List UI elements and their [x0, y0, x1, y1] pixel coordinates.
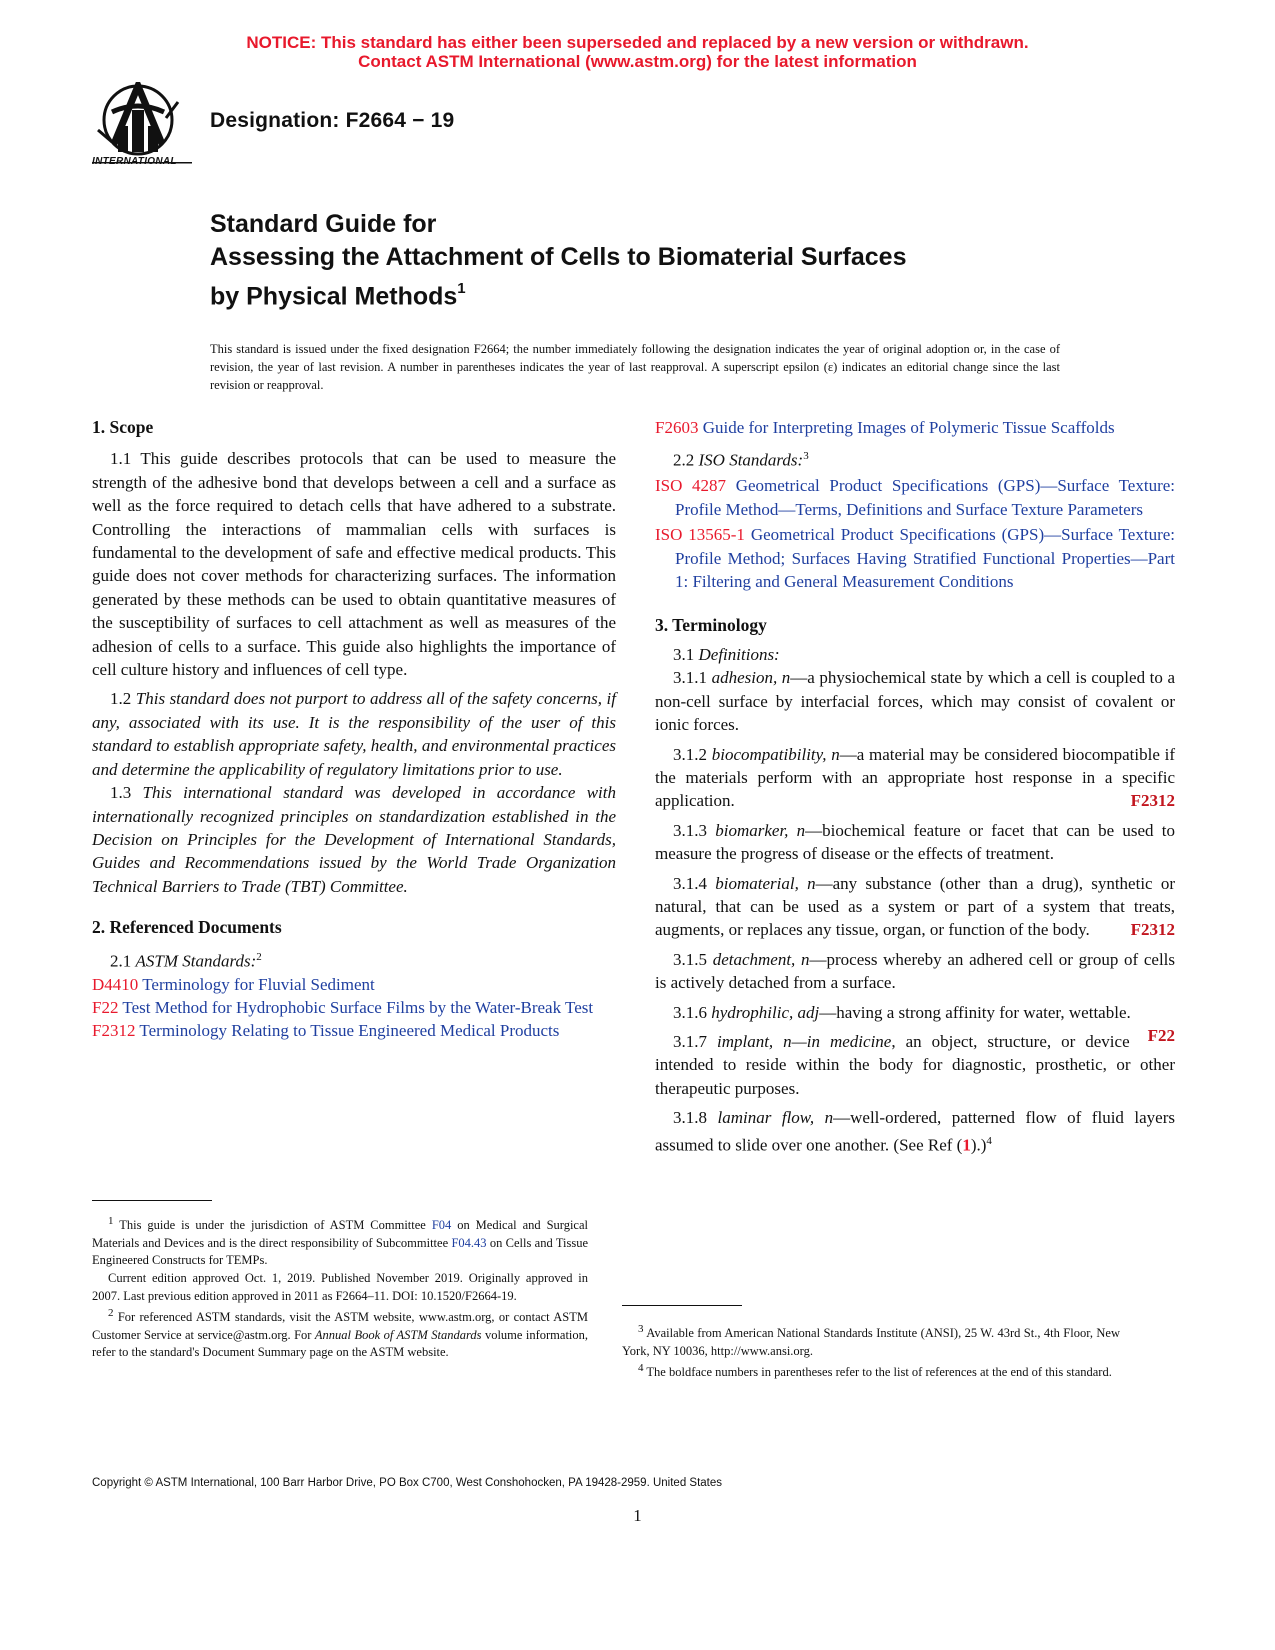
title-footnote-mark: 1 [457, 280, 466, 297]
definitions-label: 3.1 Definitions: [673, 644, 780, 664]
astm-reference-list [92, 973, 616, 1043]
iso-reference-list [655, 474, 1175, 593]
withdrawal-notice [0, 33, 1275, 71]
definition-3-1-1: 3.1.1 adhesion, n—a physiochemical state by which a cell is coupled to a non-cell surface by interfacial forces, which may consist of covalent or ionic forces. [655, 668, 1176, 735]
footnote-1: $^1$ This guide is under the jurisdiction of ASTM Committee F04 on Medical and Surgical Materials and Devices and is the direct responsibility of Subcommittee F04.43 on Cells and Tissue Engineered Constructs for TEMPs. [92, 1215, 589, 1268]
footnote-3: $^3$ Available from American National Standards Institute (ANSI), 25 W. 43rd St., 4th Floor, New York, NY 10036, http://www.ansi.org. [622, 1323, 1121, 1358]
definition-3-1-7: 3.1.7 implant, n—in medicine, an object, structure, or device intended to reside within the body for diagnostic, prosthetic, or other therapeutic purposes. [655, 1032, 1175, 1098]
source-f2312[interactable]: F2312 [1130, 920, 1175, 940]
ref-iso-4287[interactable]: ISO 4287 Geometrical Product Specifications (GPS)—Surface Texture: Profile Method—Terms, Definitions and Surface Texture Parameters [655, 476, 1175, 519]
footnote-2: $^2$ For referenced ASTM standards, visit the ASTM website, www.astm.org, or contact ASTM Customer Service at service@astm.org. For Annual Book of ASTM Standards volume information, refer to the standard's Document Summary page on the ASTM website. [92, 1307, 589, 1360]
title-line-1: Standard Guide for [210, 210, 437, 238]
definition-3-1-6: 3.1.6 hydrophilic, adj—having a strong affinity for water, wettable. F22 [655, 1001, 1175, 1024]
notice-line-1: NOTICE: This standard has either been superseded and replaced by a new version or withdrawn. [246, 33, 1029, 52]
ref-iso-13565-1[interactable]: ISO 13565-1 Geometrical Product Specifications (GPS)—Surface Texture: Profile Method; Surfaces Having Stratified Functional Properties—Part 1: Filtering and General Measurement Conditions [655, 525, 1176, 592]
source-f2312[interactable]: F2312 [1130, 791, 1175, 811]
source-f22[interactable]: F22 [1147, 1026, 1175, 1045]
astm-standards-label: 2.1 ASTM Standards:$^2$ [110, 950, 262, 971]
ref-f2312[interactable]: F2312 Terminology Relating to Tissue Engineered Medical Products [92, 1021, 560, 1041]
definition-3-1-3: 3.1.3 biomarker, n—biochemical feature or facet that can be used to measure the progress of disease or the effects of treatment. [655, 820, 1175, 864]
title-line-3: by Physical Methods$^1$ [210, 280, 466, 311]
paragraph-1-1: 1.1 This guide describes protocols that can be used to measure the strength of the adhesive bond that develops between a cell and a surface as well as the force required to detach cells that have adhered to a substrate. Controlling the interactions of mammalian cells with surfaces is fundamental to the development of safe and effective medical products. This guide does not cover methods for characterizing surfaces. The information generated by these methods can be used to obtain quantitative measures of the susceptibility of surfaces to cell attachment as well as measures of the adhesion of cells to a surface. This guide also highlights the importance of cell culture history and influences of cell type. [92, 449, 616, 680]
definition-3-1-4: 3.1.4 biomaterial, n—any substance (other than a drug), synthetic or natural, that can be used as a system or part of a system that treats, augments, or replaces any tissue, organ, or function of the body. F2312 [655, 872, 1175, 942]
right-column [655, 416, 1175, 1157]
footnotes-left [92, 1213, 588, 1362]
subcommittee-f04-43-link[interactable]: F04.43 [451, 1235, 487, 1250]
title-line-2: Assessing the Attachment of Cells to Biomaterial Surfaces [210, 243, 907, 271]
definition-3-1-8: 3.1.8 laminar flow, n—well-ordered, patterned flow of fluid layers assumed to slide over one another. (See Ref (1).)$^4$ [655, 1108, 1176, 1155]
paragraph-1-2: 1.2 This standard does not purport to address all of the safety concerns, if any, associated with its use. It is the responsibility of the user of this standard to establish appropriate safety, health, and environmental practices and determine the applicability of regulatory limitations prior to use. [92, 689, 616, 779]
committee-f04-link[interactable]: F04 [431, 1218, 452, 1233]
footnote-divider-right [622, 1305, 742, 1306]
copyright: Copyright © ASTM International, 100 Barr Harbor Drive, PO Box C700, West Conshohocken, PA 19428-2959. United States [92, 1477, 723, 1489]
definition-3-1-2: 3.1.2 biocompatibility, n—a material may be considered biocompatible if the materials perform with an appropriate host response in a specific application. F2312 [655, 743, 1175, 813]
ref-f2603[interactable]: F2603 Guide for Interpreting Images of Polymeric Tissue Scaffolds [655, 418, 1115, 437]
designation: Designation: F2664 − 19 [210, 109, 455, 132]
issued-note: This standard is issued under the fixed designation F2664; the number immediately following the designation indicates the year of original adoption or, in the case of revision, the year of last revision. A number in parentheses indicates the year of last reapproval. A superscript epsilon (ε) indicates an editorial change since the last revision or reapproval. [210, 342, 1060, 392]
document-title [210, 208, 1110, 313]
ref-f22[interactable]: F22 Test Method for Hydrophobic Surface Films by the Water-Break Test [92, 998, 594, 1017]
reference-1-link[interactable]: 1 [962, 1135, 971, 1155]
footnote-divider-left [92, 1200, 212, 1201]
ref-d4410[interactable]: D4410 Terminology for Fluvial Sediment [92, 974, 375, 994]
definitions-list [655, 666, 1176, 1045]
logo-label: INTERNATIONAL [92, 156, 177, 167]
footnotes-right [622, 1321, 1120, 1382]
iso-standards-label: 2.2 ISO Standards:$^3$ [673, 450, 809, 471]
paragraph-1-3: 1.3 This international standard was developed in accordance with internationally recognized principles on standardization established in the Decision on Principles for the Development of International Standards, Guides and Recommendations issued by the World Trade Organization Technical Barriers to Trade (TBT) Committee. [92, 783, 616, 896]
footnote-4: $^4$ The boldface numbers in parentheses refer to the list of references at the end of this standard. [638, 1362, 1112, 1380]
definition-3-1-5: 3.1.5 detachment, n—process whereby an adhered cell or group of cells is actively detached from a surface. [655, 949, 1176, 993]
notice-line-2: Contact ASTM International (www.astm.org) for the latest information [358, 52, 917, 71]
scope-heading: 1. Scope [92, 417, 154, 437]
referenced-documents-heading: 2. Referenced Documents [92, 917, 282, 938]
footnote-1-edition: Current edition approved Oct. 1, 2019. Published November 2019. Originally approved in 2007. Last previous edition approved in 2011 as F2664–11. DOI: 10.1520/F2664-19. [92, 1270, 588, 1303]
left-column [92, 416, 616, 1043]
astm-logo-icon [92, 82, 192, 174]
page-number: 1 [633, 1506, 642, 1525]
terminology-heading: 3. Terminology [655, 614, 767, 635]
